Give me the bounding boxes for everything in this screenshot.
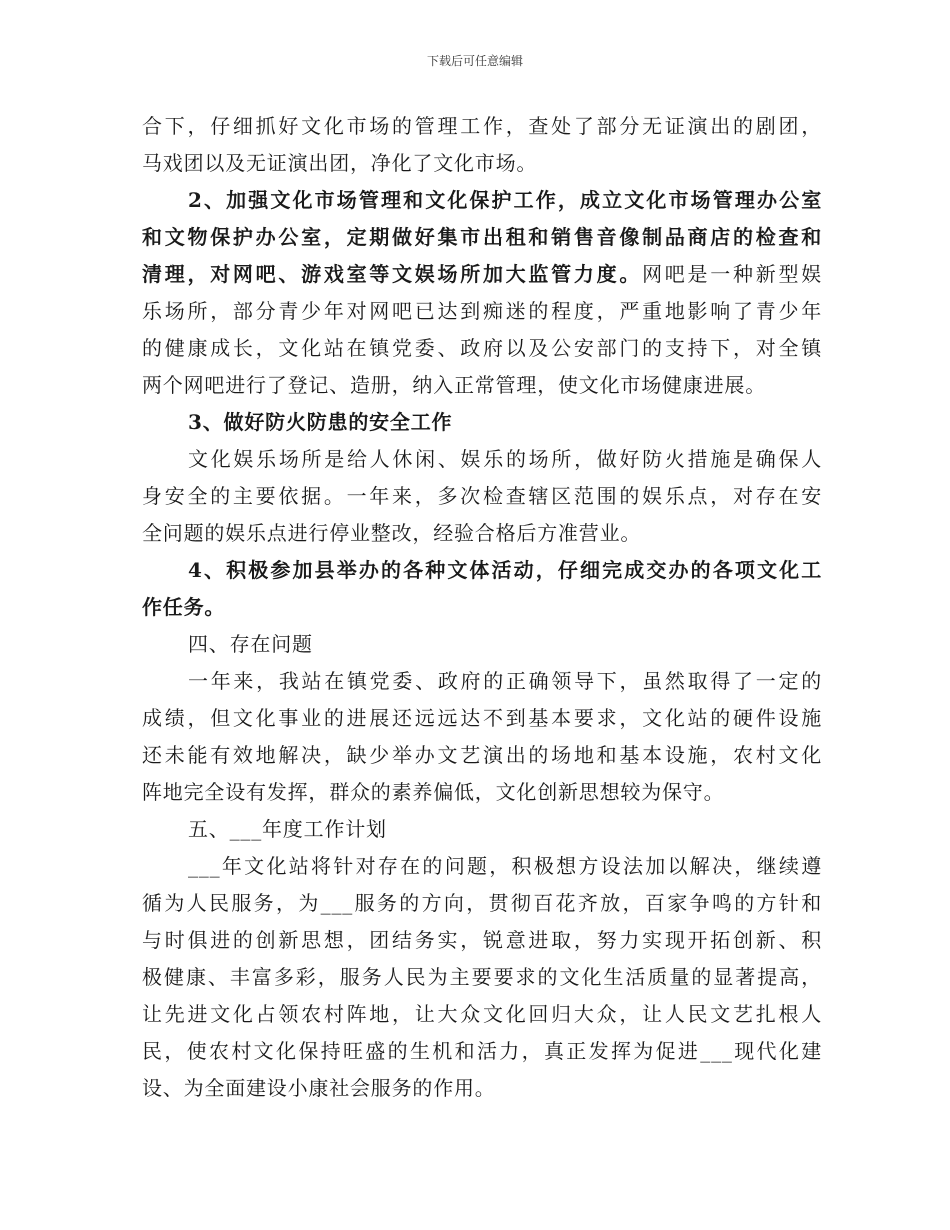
- paragraph-line: 一年来，我站在镇党委、政府的正确领导下，虽然取得了一定的: [188, 669, 822, 693]
- section-heading-3: 3、做好防火防患的安全工作: [188, 410, 453, 434]
- paragraph-line: 身安全的主要依据。一年来，多次检查辖区范围的娱乐点，对存在安: [142, 484, 822, 508]
- normal-text: 网吧是一种新型娱: [642, 262, 822, 286]
- paragraph-line: ___年文化站将针对存在的问题，积极想方设法加以解决，继续遵: [188, 854, 822, 878]
- paragraph-line-mixed: [142, 260, 822, 288]
- paragraph-line: 马戏团以及无证演出团，净化了文化市场。: [142, 151, 538, 175]
- paragraph-line: 循为人民服务，为___服务的方向，贯彻百花齐放，百家争鸣的方针和: [142, 891, 822, 915]
- paragraph-line: 成绩，但文化事业的进展还远远达不到基本要求，文化站的硬件设施: [142, 706, 822, 730]
- paragraph-line: 乐场所，部分青少年对网吧已达到痴迷的程度，严重地影响了青少年: [142, 299, 822, 323]
- section-heading-4-line: 作任务。: [142, 595, 226, 619]
- paragraph-line: 两个网吧进行了登记、造册，纳入正常管理，使文化市场健康进展。: [142, 373, 766, 397]
- bold-text: 清理，对网吧、游戏室等文娱场所加大监管力度。: [142, 262, 643, 286]
- paragraph-line: 文化娱乐场所是给人休闲、娱乐的场所，做好防火措施是确保人: [188, 447, 822, 471]
- paragraph-line: 阵地完全设有发挥，群众的素养偏低，文化创新思想较为保守。: [142, 780, 725, 804]
- paragraph-line: 的健康成长，文化站在镇党委、政府以及公安部门的支持下，对全镇: [142, 336, 822, 360]
- section-heading-plan: 五、___年度工作计划: [188, 817, 387, 841]
- section-heading-4: 4、积极参加县举办的各种文体活动，仔细完成交办的各项文化工: [188, 558, 822, 582]
- section-heading-problems: 四、存在问题: [188, 632, 313, 656]
- paragraph-line: 民，使农村文化保持旺盛的生机和活力，真正发挥为促进___现代化建: [142, 1039, 822, 1063]
- paragraph-line: 与时俱进的创新思想，团结务实，锐意进取，努力实现开拓创新、积: [142, 928, 822, 952]
- paragraph-line: 极健康、丰富多彩，服务人民为主要要求的文化生活质量的显著提高，: [142, 965, 822, 989]
- section-heading-2-line: 和文物保护办公室，定期做好集市出租和销售音像制品商店的检查和: [142, 225, 822, 249]
- section-heading-2: 2、加强文化市场管理和文化保护工作，成立文化市场管理办公室: [188, 188, 822, 212]
- page-header: 下载后可任意编辑: [426, 54, 523, 68]
- paragraph-line: 让先进文化占领农村阵地，让大众文化回归大众，让人民文艺扎根人: [142, 1002, 822, 1026]
- paragraph-line: 合下，仔细抓好文化市场的管理工作，查处了部分无证演出的剧团，: [142, 114, 822, 138]
- paragraph-line: 设、为全面建设小康社会服务的作用。: [142, 1076, 496, 1100]
- paragraph-line: 还未能有效地解决，缺少举办文艺演出的场地和基本设施，农村文化: [142, 743, 822, 767]
- paragraph-line: 全问题的娱乐点进行停业整改，经验合格后方准营业。: [142, 521, 642, 545]
